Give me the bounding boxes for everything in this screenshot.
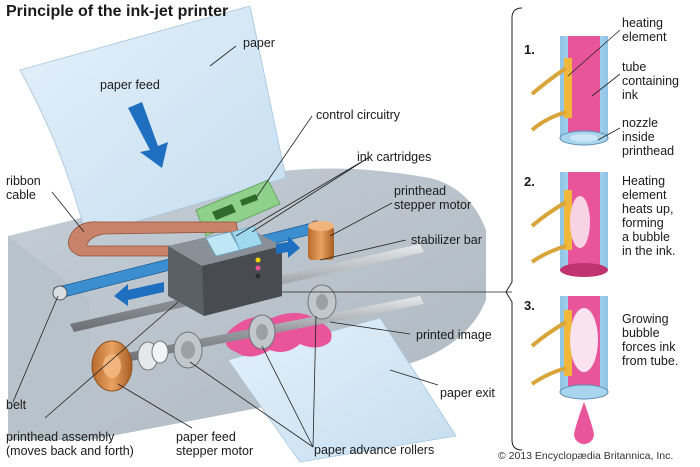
printhead-stepper-motor [308,221,334,260]
label-ribbon-cable-line-2: cable [6,188,36,202]
label-paper-exit: paper exit [440,386,495,400]
copyright-notice: © 2013 Encyclopædia Britannica, Inc. [498,450,674,462]
label-nozzle-inside-printhead [622,116,674,158]
label-belt: belt [6,398,27,412]
step-2-description [622,174,676,258]
step-3-line-3: forces ink [622,340,676,354]
label-ribbon-cable [6,174,41,202]
label-printhead-stepper-motor-line-2: stepper motor [394,198,472,212]
label-ribbon-cable-line-1: ribbon [6,174,41,188]
step-2-line-6: in the ink. [622,244,676,258]
label-heating-element-line-1: heating [622,16,664,30]
label-printed-image: printed image [416,328,492,342]
step-2-line-2: element [622,188,667,202]
label-ink-cartridges: ink cartridges [357,150,432,164]
step-3-line-1: Growing [622,312,669,326]
label-tube-line-2: containing [622,74,679,88]
label-printhead-assembly [6,430,134,458]
label-paper-feed-stepper-motor-line-2: stepper motor [176,444,254,458]
inset-bracket [506,8,522,450]
step-2-number: 2. [524,174,535,189]
label-heating-element [622,16,666,44]
step-1-number: 1. [524,42,535,57]
step-2-line-4: forming [622,216,664,230]
ink-drop [574,402,594,444]
label-stabilizer-bar: stabilizer bar [411,233,482,247]
label-printhead-assembly-line-1: printhead assembly [6,430,115,444]
label-nozzle-line-2: inside [622,130,655,144]
label-paper: paper [243,36,275,50]
step-3-line-4: from tube. [622,354,679,368]
step-3-number: 3. [524,298,535,313]
label-tube-line-3: ink [622,88,638,102]
page-title: Principle of the ink-jet printer [6,3,229,20]
paper-advance-roller [249,315,275,349]
label-nozzle-line-3: printhead [622,144,675,158]
label-tube-containing-ink [622,60,679,102]
label-printhead-assembly-line-2: (moves back and forth) [6,444,134,458]
label-paper-advance-rollers: paper advance rollers [314,443,435,457]
step-2-line-3: heats up, [622,202,674,216]
step-1-illustration [532,36,608,145]
label-tube-line-1: tube [622,60,647,74]
step-2-line-1: Heating [622,174,666,188]
label-paper-feed-stepper-motor-line-1: paper feed [176,430,236,444]
step-2-illustration [532,172,608,277]
paper-advance-roller [308,285,336,319]
label-printhead-stepper-motor [394,184,471,212]
label-heating-element-line-2: element [622,30,667,44]
label-control-circuitry: control circuitry [316,108,401,122]
step-3-description [622,312,678,368]
label-nozzle-line-1: nozzle [622,116,659,130]
step-3-line-2: bubble [622,326,660,340]
paper-advance-roller [174,332,202,368]
label-paper-feed: paper feed [100,78,160,92]
step-2-line-5: a bubble [622,230,670,244]
label-printhead-stepper-motor-line-1: printhead [394,184,447,198]
step-3-illustration [532,296,608,444]
label-paper-feed-stepper-motor [176,430,253,458]
